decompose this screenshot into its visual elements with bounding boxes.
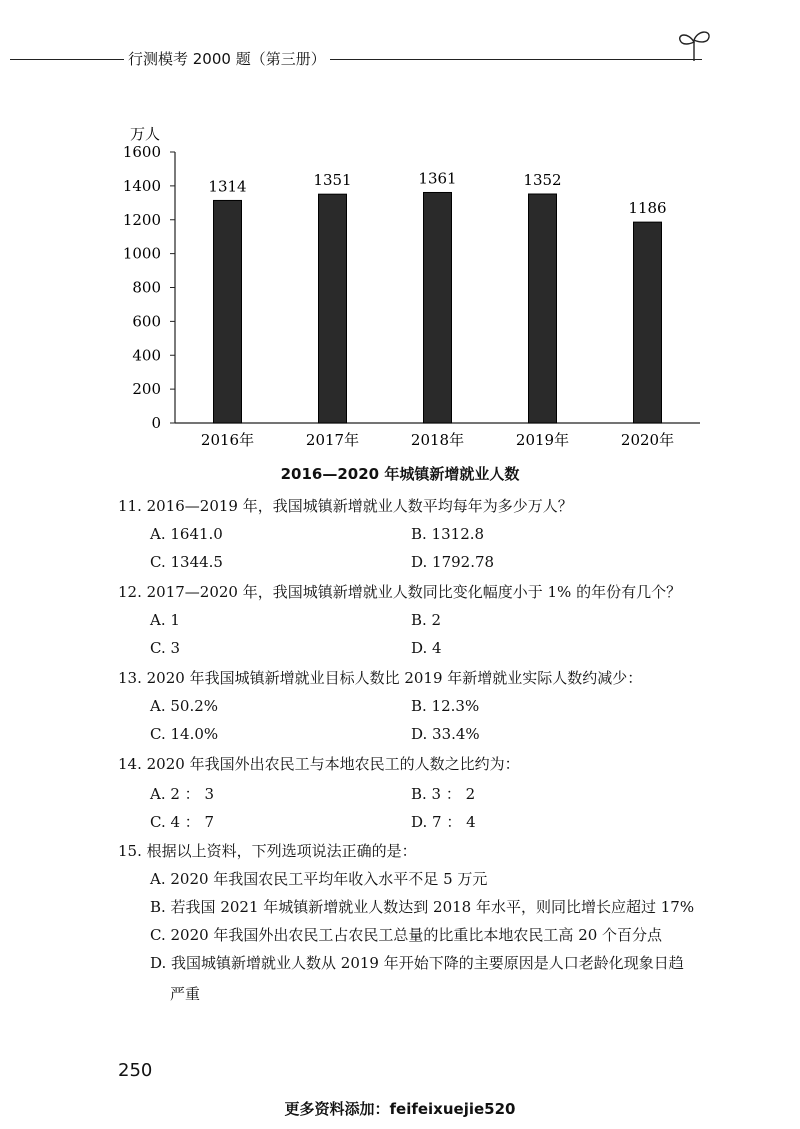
y-tick-label: 1400 — [122, 176, 161, 195]
question-11-stem: 11. 2016—2019 年，我国城镇新增就业人数平均每年为多少万人？ — [118, 497, 573, 515]
question-13-option-d[interactable]: D. 33.4% — [411, 725, 480, 743]
question-15-option-b[interactable]: B. 若我国 2021 年城镇新增就业人数达到 2018 年水平，则同比增长应超过 17% — [150, 898, 695, 916]
y-tick-label: 1200 — [122, 210, 161, 229]
bar — [214, 200, 242, 423]
question-14-option-a[interactable]: A. 2 ： 3 — [150, 785, 214, 803]
bar-data-label: 1351 — [313, 171, 352, 190]
question-11-option-a[interactable]: A. 1641.0 — [150, 525, 223, 543]
y-tick-label: 1600 — [122, 143, 161, 161]
question-13-option-a[interactable]: A. 50.2% — [150, 697, 219, 715]
question-15-option-c[interactable]: C. 2020 年我国外出农民工占农民工总量的比重比本地农民工高 20 个百分点 — [150, 926, 663, 944]
bar — [634, 222, 662, 423]
question-11-option-d[interactable]: D. 1792.78 — [411, 553, 495, 571]
question-14-option-c[interactable]: C. 4 ： 7 — [150, 813, 215, 831]
question-14-option-d[interactable]: D. 7 ： 4 — [411, 813, 476, 831]
x-category-label: 2019年 — [515, 431, 570, 449]
y-tick-label: 0 — [151, 414, 161, 432]
bar-data-label: 1186 — [628, 199, 667, 218]
chart-title: 2016—2020 年城镇新增就业人数 — [280, 465, 520, 483]
y-tick-label: 1000 — [122, 244, 161, 263]
bar-data-label: 1361 — [418, 169, 457, 188]
question-12-stem: 12. 2017—2020 年，我国城镇新增就业人数同比变化幅度小于 1% 的年份有几个？ — [118, 583, 682, 601]
y-tick-label: 400 — [132, 346, 161, 365]
footer-contact-note: 更多资料添加：feifeixuejie520 — [284, 1100, 516, 1118]
question-13-option-c[interactable]: C. 14.0% — [150, 725, 219, 743]
question-14-option-b[interactable]: B. 3 ： 2 — [411, 785, 476, 803]
question-13-option-b[interactable]: B. 12.3% — [411, 697, 480, 715]
bar-chart — [0, 0, 800, 460]
y-tick-label: 800 — [132, 278, 161, 297]
page-number: 250 — [118, 1060, 153, 1081]
y-tick-label: 600 — [132, 312, 161, 331]
x-category-label: 2017年 — [305, 431, 360, 449]
y-tick-label: 200 — [132, 380, 161, 399]
question-15-stem: 15. 根据以上资料，下列选项说法正确的是： — [118, 842, 417, 860]
question-11-option-b[interactable]: B. 1312.8 — [411, 525, 485, 543]
x-category-label: 2020年 — [620, 431, 675, 449]
bar-data-label: 1352 — [523, 171, 562, 190]
header-title: 行测模考 2000 题（第三册） — [124, 48, 330, 69]
question-13-stem: 13. 2020 年我国城镇新增就业目标人数比 2019 年新增就业实际人数约减少： — [118, 669, 643, 687]
y-axis-unit-label: 万人 — [130, 125, 161, 143]
question-15-option-d[interactable]: D. 我国城镇新增就业人数从 2019 年开始下降的主要原因是人口老龄化现象日趋 — [150, 954, 684, 972]
question-12-option-a[interactable]: A. 1 — [150, 611, 180, 629]
bar — [319, 194, 347, 423]
question-11-option-c[interactable]: C. 1344.5 — [150, 553, 223, 571]
x-category-label: 2016年 — [200, 431, 255, 449]
question-15-option-a[interactable]: A. 2020 年我国农民工平均年收入水平不足 5 万元 — [150, 870, 488, 888]
question-15-option-d-continued: 严重 — [170, 985, 201, 1003]
bar — [424, 192, 452, 423]
question-12-option-b[interactable]: B. 2 — [411, 611, 442, 629]
bar — [529, 194, 557, 423]
question-14-stem: 14. 2020 年我国外出农民工与本地农民工的人数之比约为： — [118, 755, 520, 773]
x-category-label: 2018年 — [410, 431, 465, 449]
question-12-option-c[interactable]: C. 3 — [150, 639, 181, 657]
bar-data-label: 1314 — [208, 177, 247, 196]
question-12-option-d[interactable]: D. 4 — [411, 639, 442, 657]
